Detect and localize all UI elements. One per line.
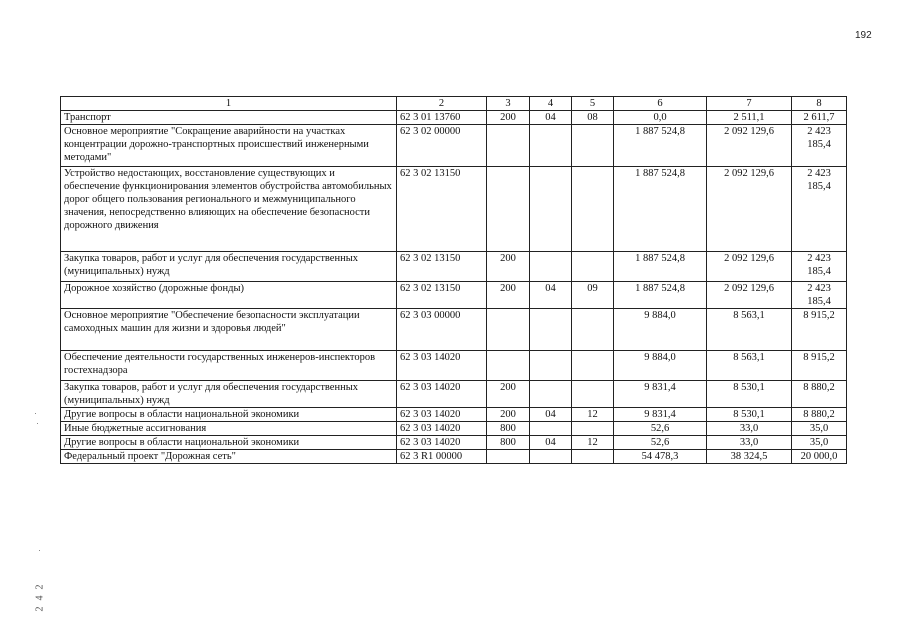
row-pr-cell: 09	[572, 282, 614, 309]
row-name-cell: Транспорт	[61, 111, 397, 125]
table-row	[61, 450, 847, 464]
header-cell: 8	[792, 97, 847, 111]
row-code-cell: 62 3 02 13150	[397, 167, 487, 252]
row-year3-cell: 35,0	[792, 436, 847, 450]
row-name-cell: Устройство недостающих, восстановление существующих и обеспечение функционирования элементов обустройства автомобильных дорог общего пользования регионального и межмуниципального значения, непосредственно влияющих на обеспечение безопасности дорожного движения	[61, 167, 397, 252]
row-year2-cell: 2 092 129,6	[707, 125, 792, 167]
table-row	[61, 252, 847, 282]
table-header-row	[61, 97, 847, 111]
row-year3-cell: 2 423 185,4	[792, 125, 847, 167]
row-rz-cell	[530, 125, 572, 167]
row-name-cell: Закупка товаров, работ и услуг для обеспечения государственных (муниципальных) нужд	[61, 252, 397, 282]
row-name-cell: Федеральный проект "Дорожная сеть"	[61, 450, 397, 464]
row-pr-cell	[572, 351, 614, 381]
header-cell: 4	[530, 97, 572, 111]
row-year3-cell: 2 423 185,4	[792, 252, 847, 282]
row-year1-cell: 52,6	[614, 436, 707, 450]
row-pr-cell	[572, 422, 614, 436]
header-cell: 6	[614, 97, 707, 111]
row-year2-cell: 2 092 129,6	[707, 167, 792, 252]
stamp-char: 2	[34, 606, 46, 612]
row-year2-cell: 2 092 129,6	[707, 282, 792, 309]
row-rz-cell	[530, 450, 572, 464]
row-pr-cell: 12	[572, 408, 614, 422]
row-code-cell: 62 3 03 14020	[397, 422, 487, 436]
table-body	[61, 97, 847, 464]
row-rz-cell	[530, 351, 572, 381]
row-rz-cell: 04	[530, 436, 572, 450]
row-year3-cell: 2 423 185,4	[792, 167, 847, 252]
table-row	[61, 381, 847, 408]
row-year1-cell: 9 884,0	[614, 351, 707, 381]
stamp-char: 2	[34, 584, 46, 590]
row-rz-cell	[530, 167, 572, 252]
table-row	[61, 282, 847, 309]
row-vr-cell: 800	[487, 436, 530, 450]
row-year2-cell: 38 324,5	[707, 450, 792, 464]
row-year1-cell: 9 884,0	[614, 309, 707, 351]
row-name-cell: Иные бюджетные ассигнования	[61, 422, 397, 436]
row-rz-cell	[530, 381, 572, 408]
header-cell: 5	[572, 97, 614, 111]
margin-stamp	[34, 578, 46, 611]
table-row	[61, 111, 847, 125]
row-year3-cell: 35,0	[792, 422, 847, 436]
row-name-cell: Другие вопросы в области национальной экономики	[61, 408, 397, 422]
row-name-cell: Обеспечение деятельности государственных инженеров-инспекторов гостехнадзора	[61, 351, 397, 381]
row-year2-cell: 8 563,1	[707, 351, 792, 381]
row-year2-cell: 8 563,1	[707, 309, 792, 351]
row-pr-cell	[572, 252, 614, 282]
row-vr-cell	[487, 450, 530, 464]
row-year3-cell: 8 880,2	[792, 381, 847, 408]
row-pr-cell: 12	[572, 436, 614, 450]
row-pr-cell: 08	[572, 111, 614, 125]
row-vr-cell: 200	[487, 252, 530, 282]
row-year3-cell: 8 915,2	[792, 351, 847, 381]
page-number: 192	[855, 30, 872, 41]
row-year1-cell: 52,6	[614, 422, 707, 436]
header-cell: 3	[487, 97, 530, 111]
row-name-cell: Дорожное хозяйство (дорожные фонды)	[61, 282, 397, 309]
row-code-cell: 62 3 02 00000	[397, 125, 487, 167]
row-year3-cell: 2 423 185,4	[792, 282, 847, 309]
row-code-cell: 62 3 03 14020	[397, 436, 487, 450]
row-vr-cell	[487, 167, 530, 252]
row-year3-cell: 2 611,7	[792, 111, 847, 125]
table-row	[61, 351, 847, 381]
row-name-cell: Основное мероприятие "Обеспечение безопасности эксплуатации самоходных машин для жизни и здоровья людей"	[61, 309, 397, 351]
row-name-cell: Другие вопросы в области национальной экономики	[61, 436, 397, 450]
row-code-cell: 62 3 03 14020	[397, 381, 487, 408]
row-rz-cell	[530, 309, 572, 351]
stamp-char: 4	[34, 595, 46, 601]
row-year2-cell: 2 511,1	[707, 111, 792, 125]
row-pr-cell	[572, 450, 614, 464]
row-name-cell: Основное мероприятие "Сокращение аварийности на участках концентрации дорожно-транспортных происшествий инженерными методами"	[61, 125, 397, 167]
row-vr-cell: 200	[487, 408, 530, 422]
row-rz-cell	[530, 422, 572, 436]
row-vr-cell: 200	[487, 111, 530, 125]
row-rz-cell: 04	[530, 111, 572, 125]
row-vr-cell	[487, 351, 530, 381]
row-pr-cell	[572, 309, 614, 351]
budget-table	[60, 96, 847, 464]
table-row	[61, 422, 847, 436]
row-rz-cell: 04	[530, 408, 572, 422]
table-row	[61, 167, 847, 252]
row-rz-cell: 04	[530, 282, 572, 309]
header-cell: 1	[61, 97, 397, 111]
table-row	[61, 436, 847, 450]
row-vr-cell: 200	[487, 282, 530, 309]
row-pr-cell	[572, 381, 614, 408]
table-row	[61, 408, 847, 422]
row-year1-cell: 54 478,3	[614, 450, 707, 464]
row-code-cell: 62 3 R1 00000	[397, 450, 487, 464]
table-row	[61, 309, 847, 351]
row-code-cell: 62 3 03 14020	[397, 351, 487, 381]
row-year1-cell: 9 831,4	[614, 381, 707, 408]
row-year3-cell: 8 880,2	[792, 408, 847, 422]
row-year2-cell: 2 092 129,6	[707, 252, 792, 282]
row-year2-cell: 8 530,1	[707, 408, 792, 422]
row-year2-cell: 33,0	[707, 436, 792, 450]
margin-mark: ·	[36, 418, 39, 428]
row-rz-cell	[530, 252, 572, 282]
row-year3-cell: 8 915,2	[792, 309, 847, 351]
row-code-cell: 62 3 02 13150	[397, 252, 487, 282]
row-code-cell: 62 3 01 13760	[397, 111, 487, 125]
header-cell: 7	[707, 97, 792, 111]
row-code-cell: 62 3 03 00000	[397, 309, 487, 351]
row-code-cell: 62 3 03 14020	[397, 408, 487, 422]
margin-mark: ·	[34, 408, 37, 418]
row-code-cell: 62 3 02 13150	[397, 282, 487, 309]
row-year1-cell: 1 887 524,8	[614, 282, 707, 309]
header-cell: 2	[397, 97, 487, 111]
row-year1-cell: 0,0	[614, 111, 707, 125]
margin-mark: ·	[38, 545, 41, 555]
row-pr-cell	[572, 125, 614, 167]
row-vr-cell: 800	[487, 422, 530, 436]
row-name-cell: Закупка товаров, работ и услуг для обеспечения государственных (муниципальных) нужд	[61, 381, 397, 408]
row-year1-cell: 1 887 524,8	[614, 167, 707, 252]
row-vr-cell: 200	[487, 381, 530, 408]
row-year1-cell: 9 831,4	[614, 408, 707, 422]
row-vr-cell	[487, 125, 530, 167]
row-pr-cell	[572, 167, 614, 252]
row-year1-cell: 1 887 524,8	[614, 125, 707, 167]
row-year2-cell: 33,0	[707, 422, 792, 436]
row-vr-cell	[487, 309, 530, 351]
row-year2-cell: 8 530,1	[707, 381, 792, 408]
row-year3-cell: 20 000,0	[792, 450, 847, 464]
row-year1-cell: 1 887 524,8	[614, 252, 707, 282]
table-row	[61, 125, 847, 167]
